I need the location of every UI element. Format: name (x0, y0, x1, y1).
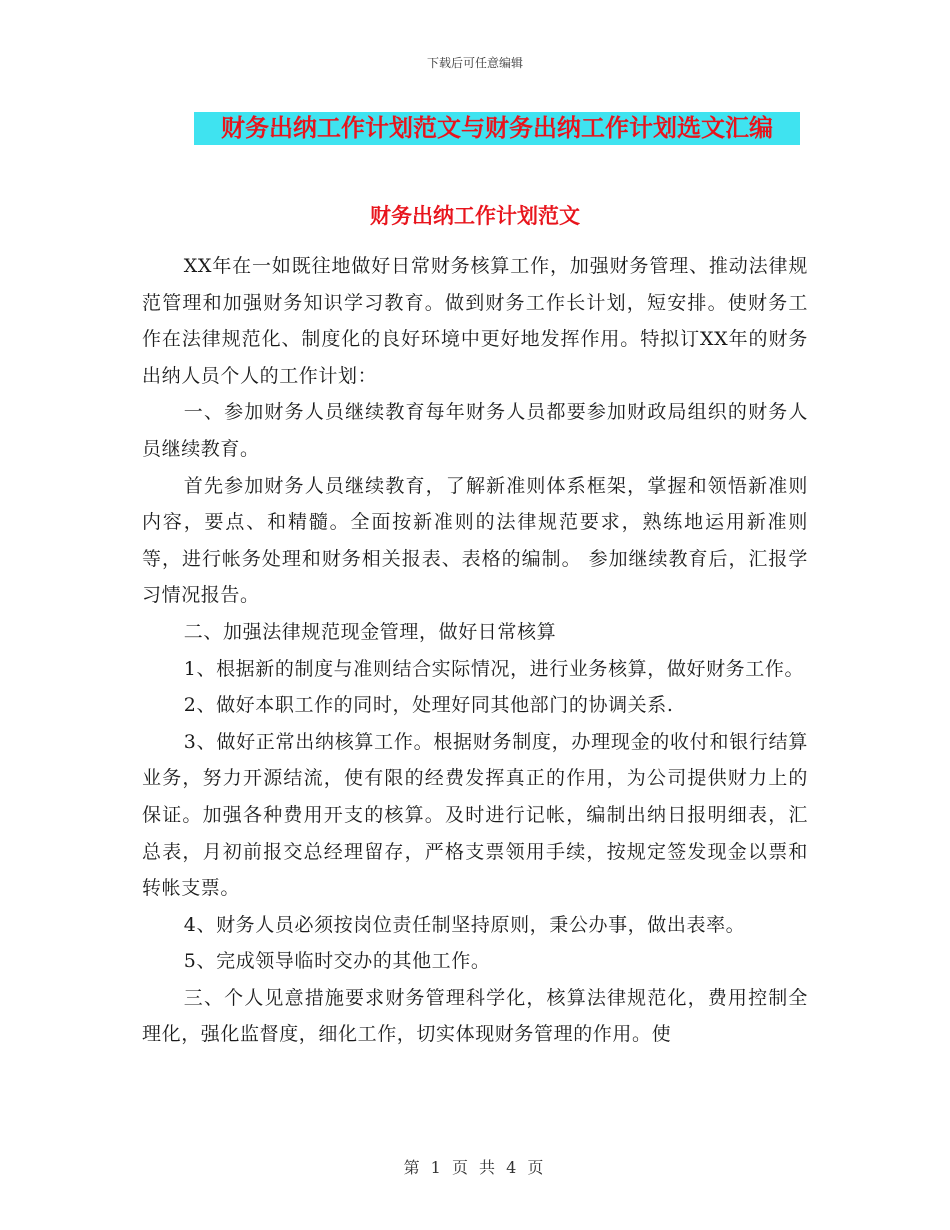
page-footer: 第 1 页 共 4 页 (403, 1158, 547, 1177)
paragraph: 一、参加财务人员继续教育每年财务人员都要参加财政局组织的财务人员继续教育。 (142, 401, 808, 460)
paragraph: XX年在一如既往地做好日常财务核算工作，加强财务管理、推动法律规范管理和加强财务知识学习教育。做到财务工作长计划，短安排。使财务工作在法律规范化、制度化的良好环境中更好地发挥作用。特拟订XX年的财务出纳人员个人的工作计划： (142, 255, 808, 387)
section-title: 财务出纳工作计划范文 (370, 204, 580, 228)
paragraph: 4、财务人员必须按岗位责任制坚持原则，秉公办事，做出表率。 (183, 913, 746, 936)
main-title: 财务出纳工作计划范文与财务出纳工作计划选文汇编 (194, 112, 800, 145)
header-note: 下载后可任意编辑 (426, 56, 523, 70)
body-text (142, 248, 808, 1053)
paragraph: 2、做好本职工作的同时，处理好同其他部门的协调关系. (183, 694, 674, 717)
paragraph: 3、做好正常出纳核算工作。根据财务制度，办理现金的收付和银行结算业务，努力开源结流，使有限的经费发挥真正的作用，为公司提供财力上的保证。加强各种费用开支的核算。及时进行记帐，编制出纳日报明细表，汇总表，月初前报交总经理留存，严格支票领用手续，按规定签发现金以票和转帐支票。 (142, 730, 808, 900)
paragraph: 1、根据新的制度与准则结合实际情况，进行业务核算，做好财务工作。 (183, 657, 805, 680)
paragraph: 5、完成领导临时交办的其他工作。 (183, 950, 491, 973)
paragraph: 三、个人见意措施要求财务管理科学化，核算法律规范化，费用控制全理化，强化监督度，细化工作，切实体现财务管理的作用。使 (142, 986, 808, 1046)
paragraph: 首先参加财务人员继续教育，了解新准则体系框架，掌握和领悟新准则内容，要点、和精髓。全面按新准则的法律规范要求，熟练地运用新准则等，进行帐务处理和财务相关报表、表格的编制。 参加继续教育后，汇报学习情况报告。 (142, 474, 808, 607)
paragraph: 二、加强法律规范现金管理，做好日常核算 (183, 620, 557, 643)
